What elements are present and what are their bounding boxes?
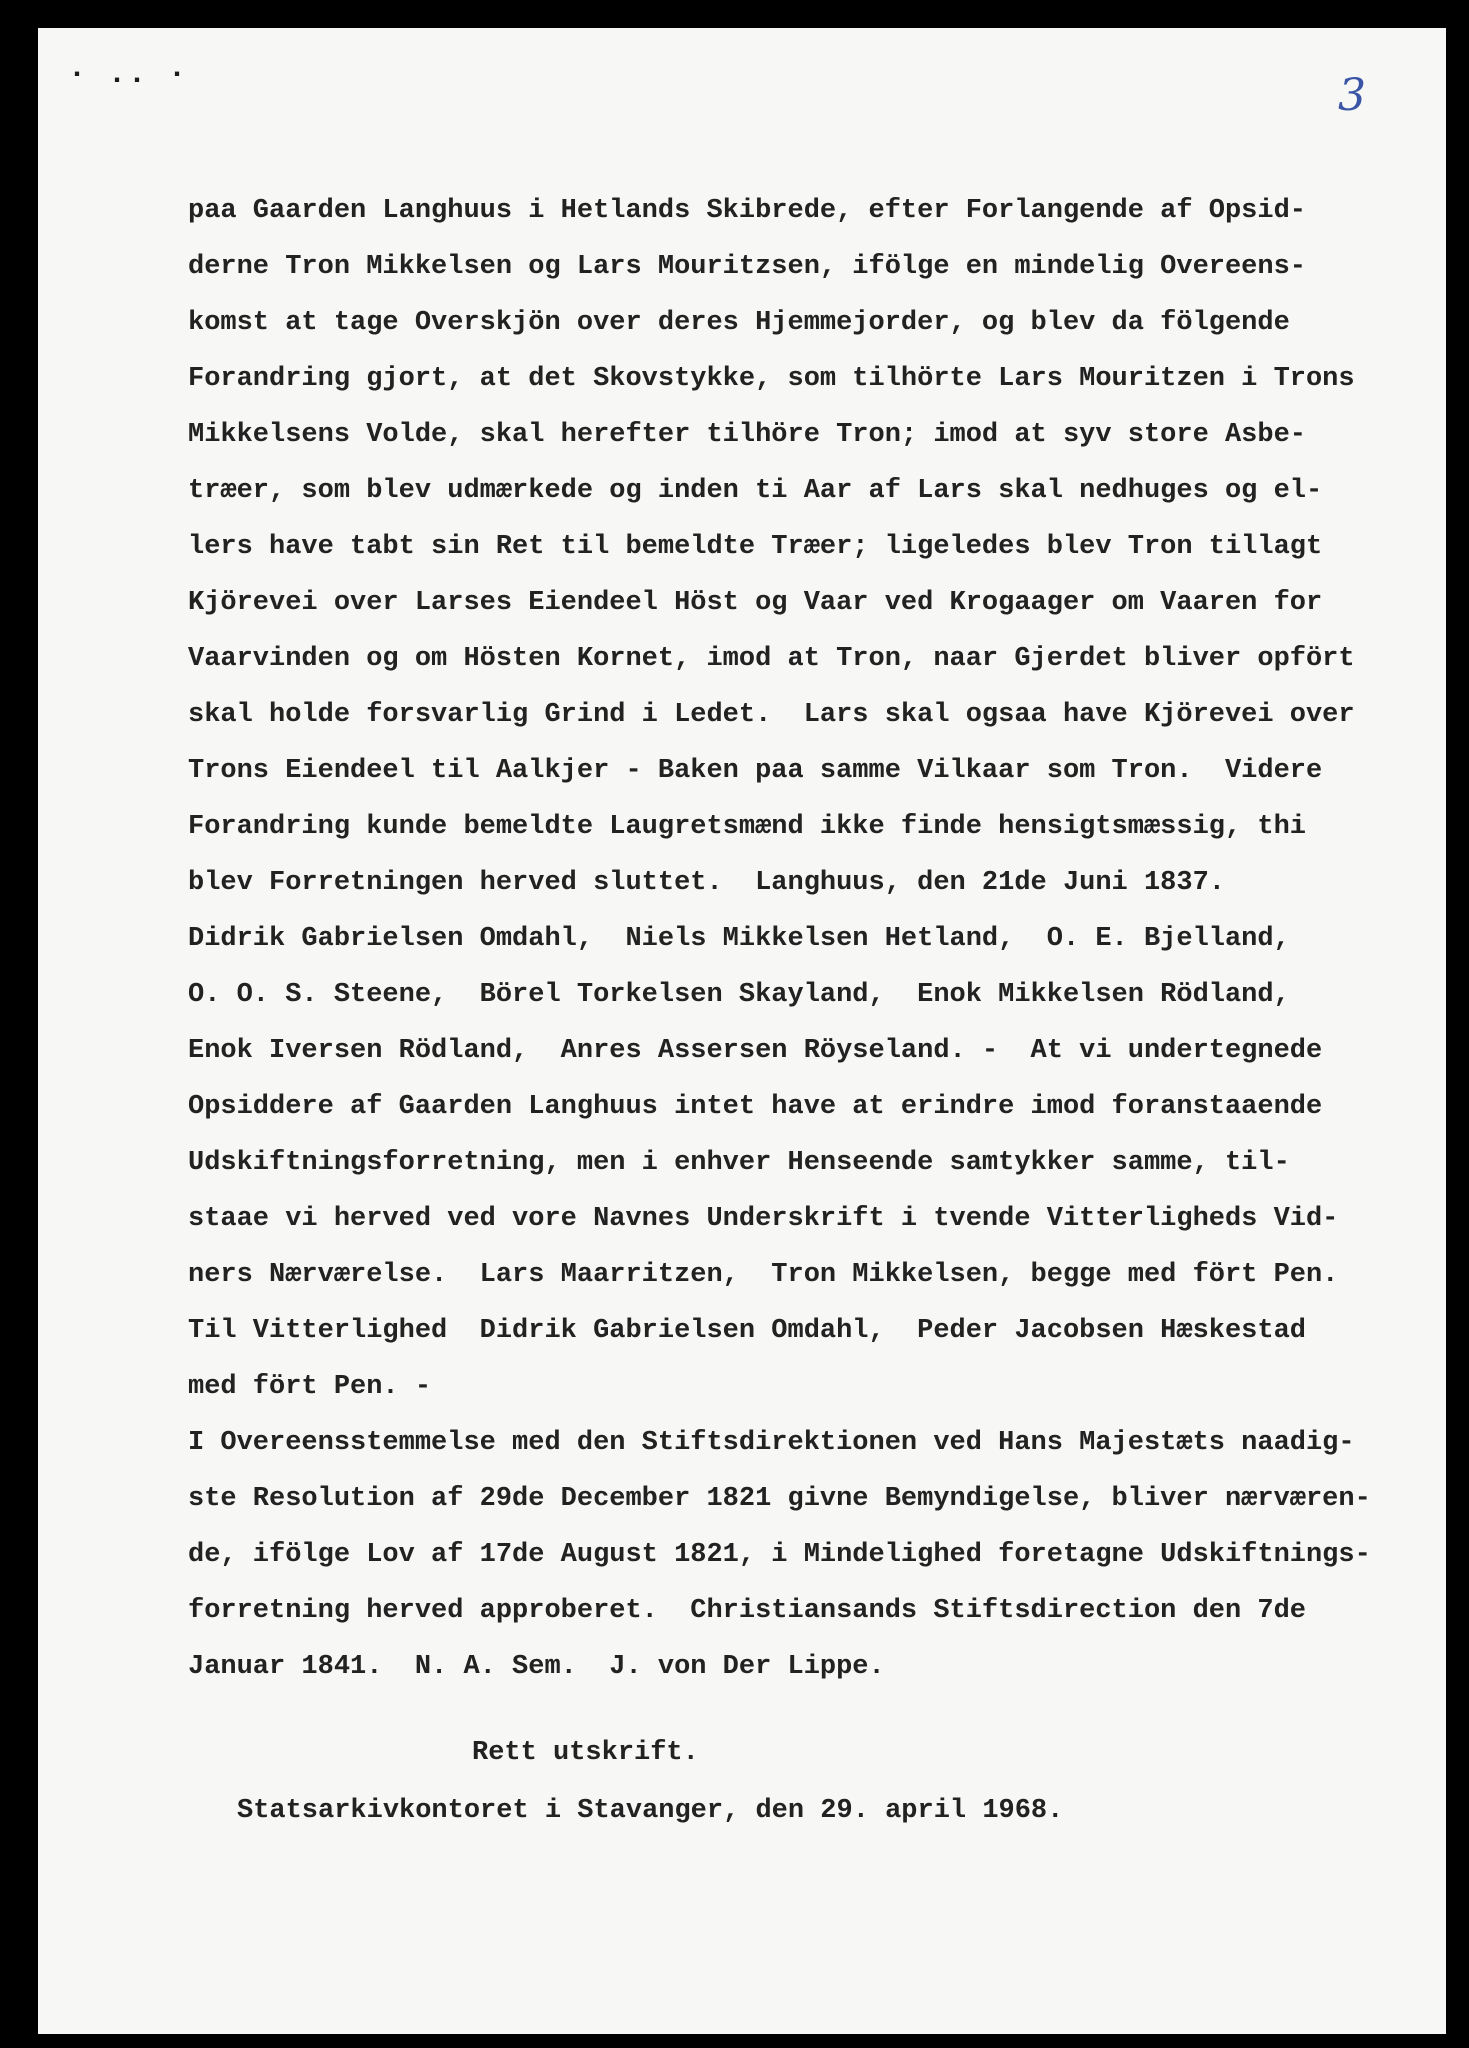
body-line: staae vi herved ved vore Navnes Underskrift i tvende Vitterligheds Vid- xyxy=(188,1204,1339,1234)
body-line: derne Tron Mikkelsen og Lars Mouritzsen, ifölge en mindelig Overeens- xyxy=(188,252,1306,282)
document-page xyxy=(38,28,1446,2034)
body-line: Vaarvinden og om Hösten Kornet, imod at Tron, naar Gjerdet bliver opfört xyxy=(188,644,1355,674)
body-line: O. O. S. Steene, Börel Torkelsen Skayland, Enok Mikkelsen Rödland, xyxy=(188,980,1290,1010)
body-line: Udskiftningsforretning, men i enhver Henseende samtykker samme, til- xyxy=(188,1148,1290,1178)
body-line: Januar 1841. N. A. Sem. J. von Der Lippe. xyxy=(188,1652,885,1682)
body-line: ners Nærværelse. Lars Maarritzen, Tron Mikkelsen, begge med fört Pen. xyxy=(188,1260,1339,1290)
body-line: Forandring gjort, at det Skovstykke, som tilhörte Lars Mouritzen i Trons xyxy=(188,364,1355,394)
body-line: ste Resolution af 29de December 1821 givne Bemyndigelse, bliver nærværen- xyxy=(188,1484,1371,1514)
body-line: Enok Iversen Rödland, Anres Assersen Röyseland. - At vi undertegnede xyxy=(188,1036,1323,1066)
body-line: paa Gaarden Langhuus i Hetlands Skibrede, efter Forlangende af Opsid- xyxy=(188,196,1306,226)
body-line: med fört Pen. - xyxy=(188,1372,432,1402)
body-line: skal holde forsvarlig Grind i Ledet. Lars skal ogsaa have Kjörevei over xyxy=(188,700,1355,730)
body-line: Mikkelsens Volde, skal herefter tilhöre Tron; imod at syv store Asbe- xyxy=(188,420,1306,450)
body-line: I Overeensstemmelse med den Stiftsdirektionen ved Hans Majestæts naadig- xyxy=(188,1428,1355,1458)
body-line: forretning herved approberet. Christiansands Stiftsdirection den 7de xyxy=(188,1596,1306,1626)
body-line: Trons Eiendeel til Aalkjer - Baken paa samme Vilkaar som Tron. Videre xyxy=(188,756,1323,786)
body-line: Opsiddere af Gaarden Langhuus intet have at erindre imod foranstaaende xyxy=(188,1092,1323,1122)
body-line: blev Forretningen herved sluttet. Langhuus, den 21de Juni 1837. xyxy=(188,868,1225,898)
body-line: Til Vitterlighed Didrik Gabrielsen Omdahl, Peder Jacobsen Hæskestad xyxy=(188,1316,1306,1346)
body-line: Forandring kunde bemeldte Laugretsmænd ikke finde hensigtsmæssig, thi xyxy=(188,812,1306,842)
closing-place-date: Statsarkivkontoret i Stavanger, den 29. april 1968. xyxy=(237,1796,1064,1826)
body-line: de, ifölge Lov af 17de August 1821, i Mindelighed foretagne Udskiftnings- xyxy=(188,1540,1371,1570)
page-number: 3 xyxy=(1338,70,1366,121)
body-line: komst at tage Overskjön over deres Hjemmejorder, og blev da fölgende xyxy=(188,308,1290,338)
corner-mark: · .. · xyxy=(68,58,189,92)
closing-title: Rett utskrift. xyxy=(472,1738,699,1768)
body-line: Didrik Gabrielsen Omdahl, Niels Mikkelsen Hetland, O. E. Bjelland, xyxy=(188,924,1290,954)
body-line: træer, som blev udmærkede og inden ti Aar af Lars skal nedhuges og el- xyxy=(188,476,1323,506)
body-line: Kjörevei over Larses Eiendeel Höst og Vaar ved Krogaager om Vaaren for xyxy=(188,588,1323,618)
body-text xyxy=(188,183,1446,1695)
body-line: lers have tabt sin Ret til bemeldte Træer; ligeledes blev Tron tillagt xyxy=(188,532,1323,562)
